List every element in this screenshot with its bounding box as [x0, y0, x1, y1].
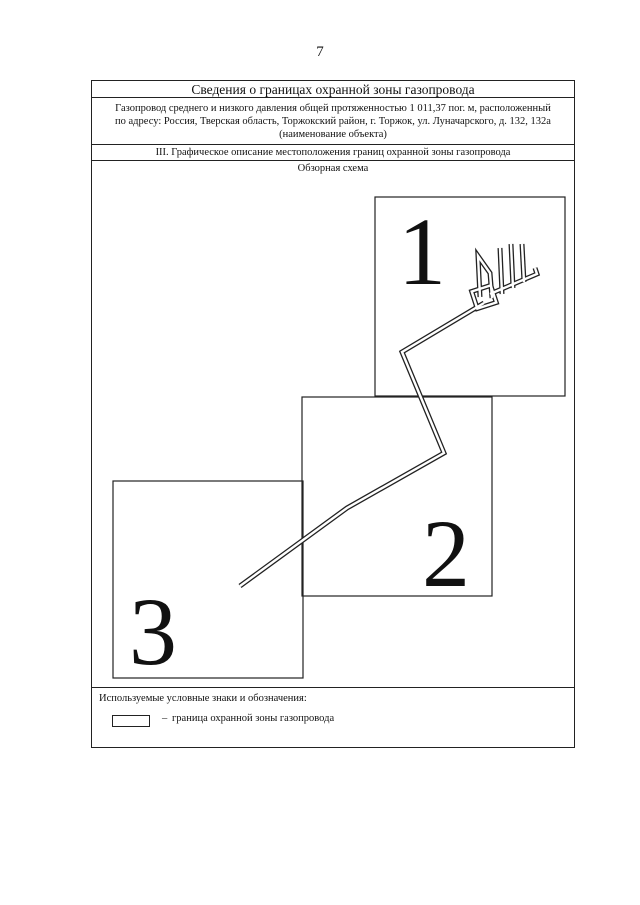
document-frame: [91, 80, 575, 748]
sheet-number-3: 3: [129, 578, 177, 685]
map-title: Обзорная схема: [297, 163, 369, 174]
legend: [92, 687, 574, 748]
overview-map: [92, 176, 574, 686]
page-number: 7: [316, 44, 324, 60]
sheet-number-1: 1: [398, 198, 446, 305]
document-title: Сведения о границах охранной зоны газопровода: [92, 81, 574, 98]
legend-zone-label: граница охранной зоны газопровода: [172, 713, 335, 724]
section-title: III. Графическое описание местоположения границ охранной зоны газопровода: [92, 145, 574, 161]
object-description: [92, 98, 574, 145]
legend-title: Используемые условные знаки и обозначения:: [99, 693, 307, 704]
object-caption: (наименование объекта): [279, 129, 387, 140]
legend-dash: –: [162, 713, 168, 724]
sheet-number-2: 2: [422, 500, 470, 607]
object-line-1: Газопровод среднего и низкого давления общей протяженностью 1 011,37 пог. м, расположенный: [115, 103, 551, 114]
object-line-2: по адресу: Россия, Тверская область, Торжокский район, г. Торжок, ул. Луначарского, д. 132, 132а: [115, 116, 551, 127]
legend-zone-symbol: [112, 715, 150, 727]
